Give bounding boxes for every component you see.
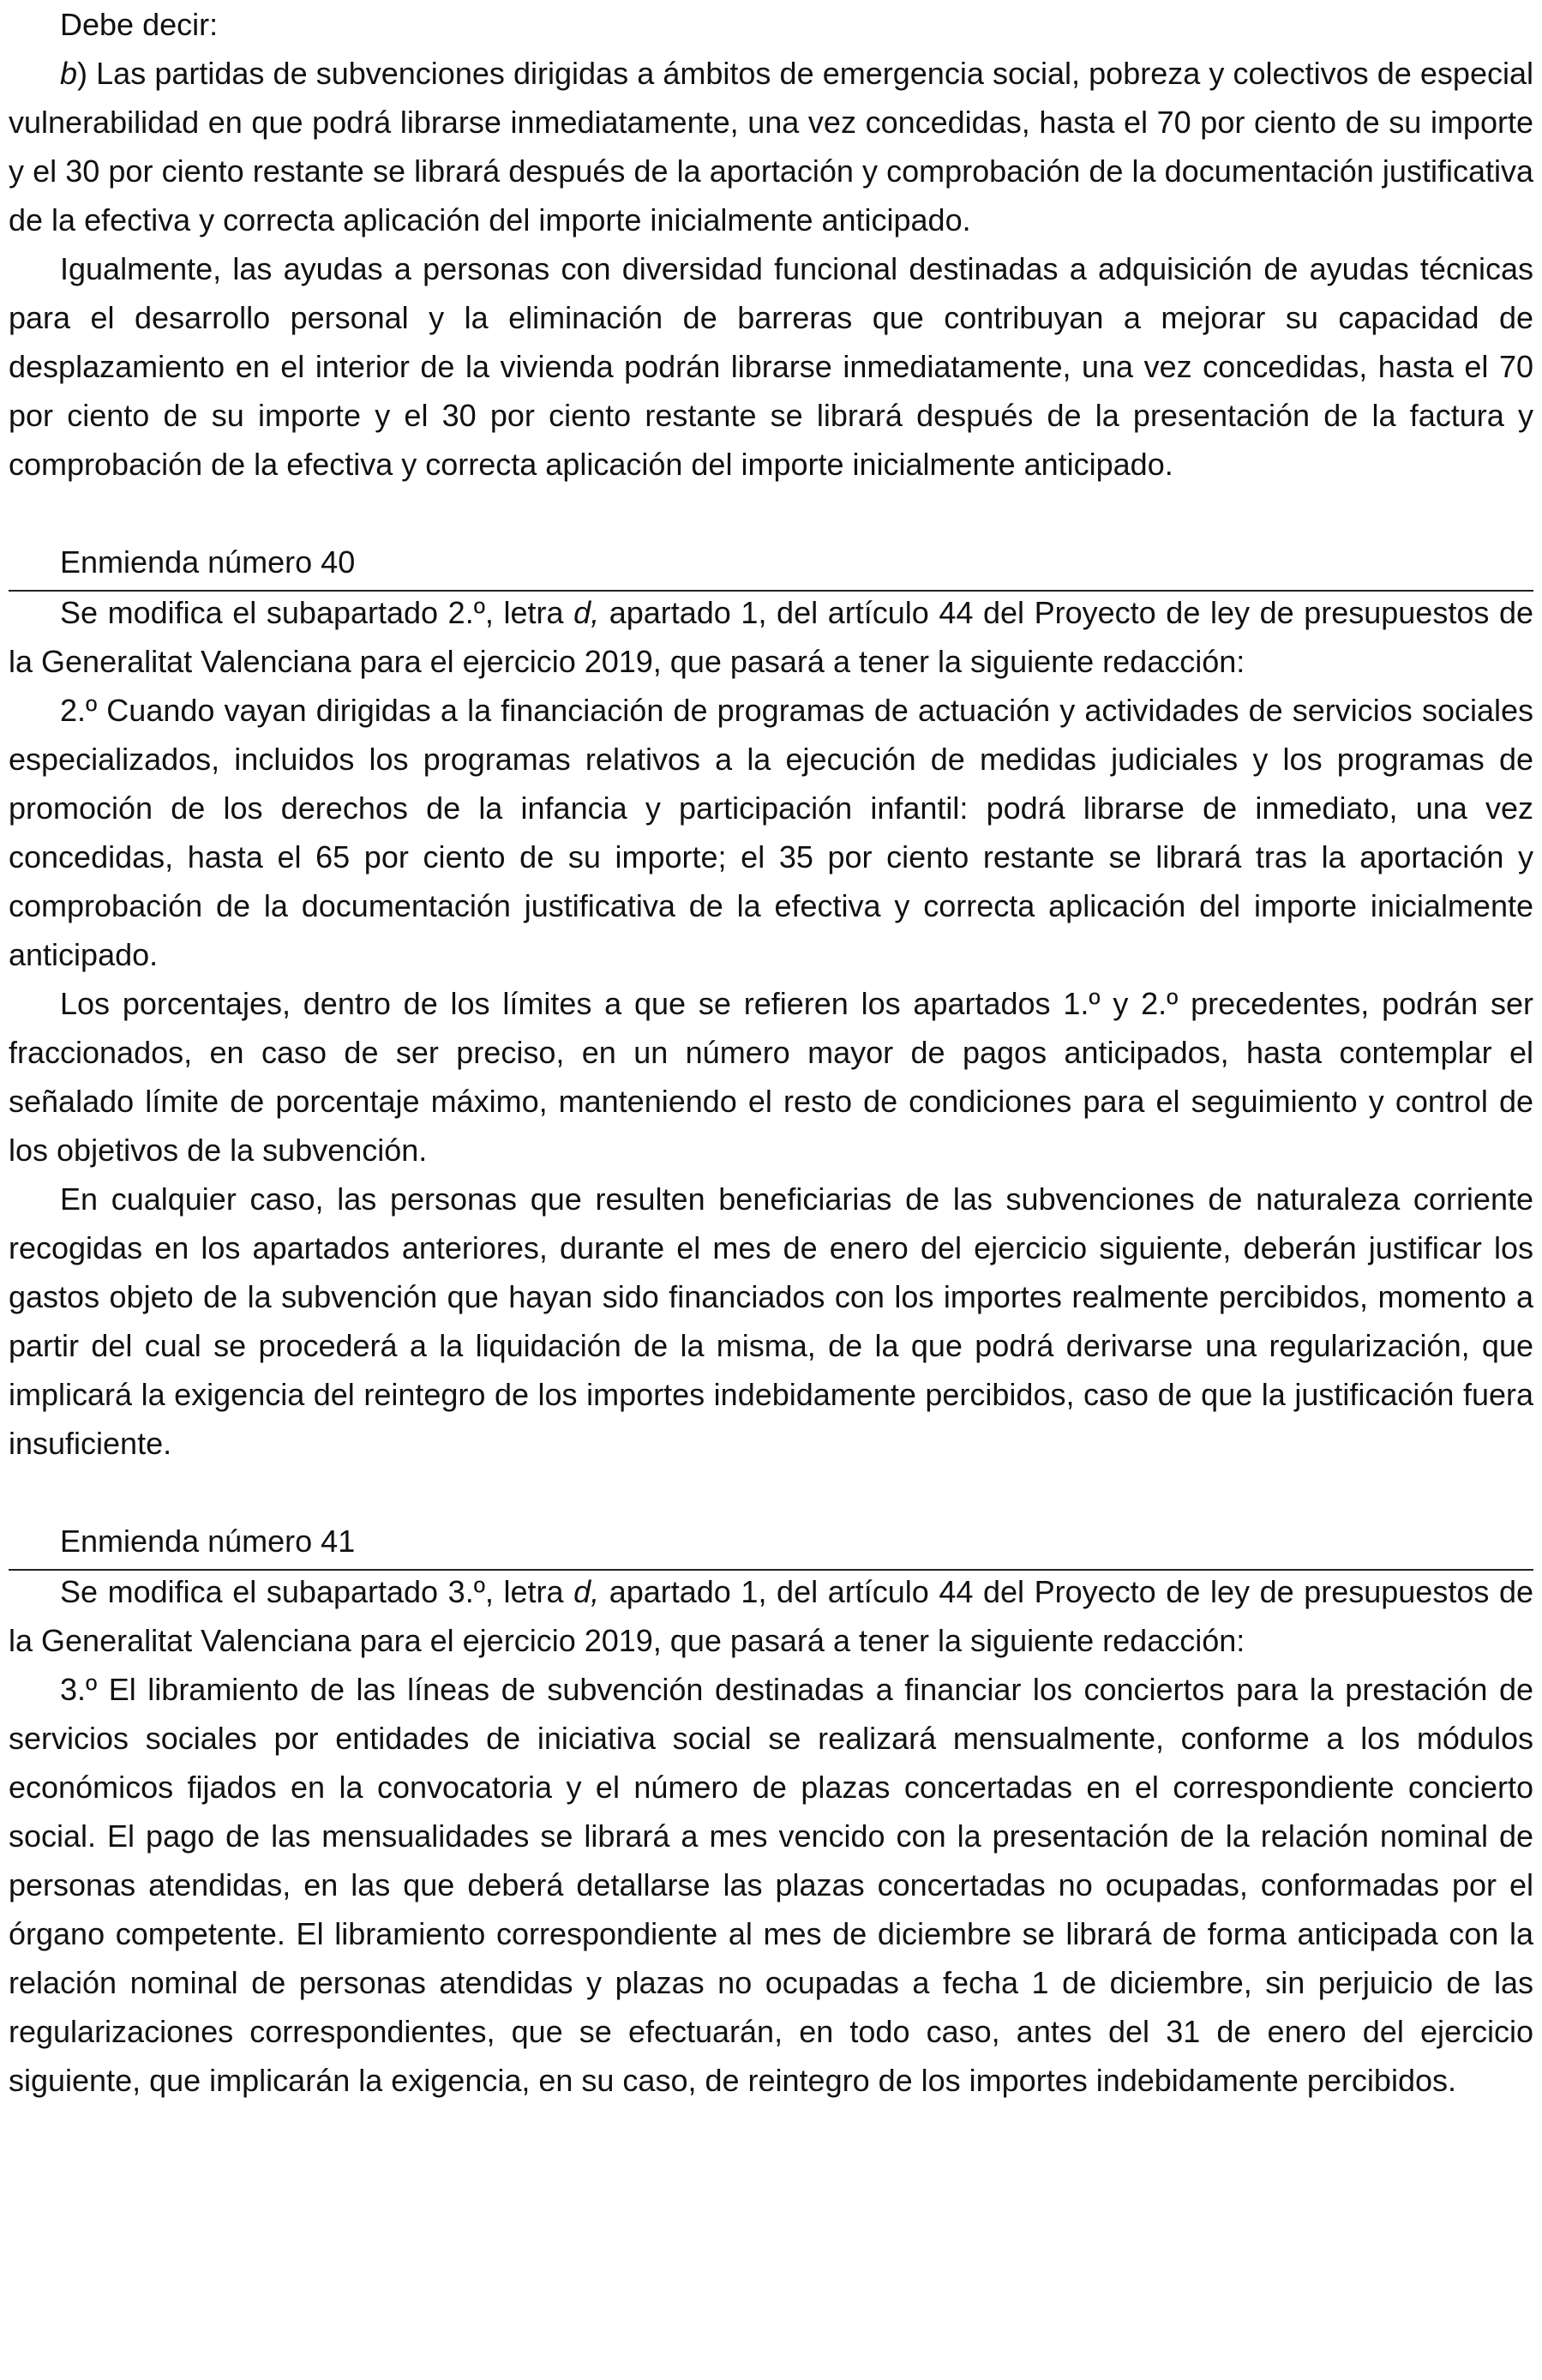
paragraph-b-text: ) Las partidas de subvenciones dirigidas a ámbitos de emergencia social, pobreza y colectivos de especial vulnerabilidad en que podrá librarse inmediatamente, una vez concedidas, hasta el 70 por ciento de su importe y el 30 por ciento restante se librará después de la aportación y comprobación de la documentación justificativa de la efectiva y correcta aplicación del importe inicialmente anticipado. bbox=[9, 56, 1533, 237]
paragraph-igualmente: Igualmente, las ayudas a personas con diversidad funcional destinadas a adquisición de ayudas técnicas para el desarrollo personal y la eliminación de barreras que contribuyan a mejorar su capacidad de desplazamiento en el interior de la vivienda podrán librarse inmediatamente, una vez concedidas, hasta el 70 por ciento de su importe y el 30 por ciento restante se librará después de la presentación de la factura y comprobación de la efectiva y correcta aplicación del importe inicialmente anticipado. bbox=[9, 251, 1533, 482]
paragraph-b bbox=[9, 49, 1533, 244]
enmienda-40-paragraph-1: 2.º Cuando vayan dirigidas a la financiación de programas de actuación y actividades de servicios sociales especializados, incluidos los programas relativos a la ejecución de medidas judiciales y los programas de promoción de los derechos de la infancia y participación infantil: podrá librarse de inmediato, una vez concedidas, hasta el 65 por ciento de su importe; el 35 por ciento restante se librará tras la aportación y comprobación de la documentación justificativa de la efectiva y correcta aplicación del importe inicialmente anticipado. bbox=[9, 693, 1533, 972]
document-body bbox=[9, 0, 1533, 2105]
enmienda-40-paragraph-3: En cualquier caso, las personas que resulten beneficiarias de las subvenciones de naturaleza corriente recogidas en los apartados anteriores, durante el mes de enero del ejercicio siguiente, deberán justificar los gastos objeto de la subvención que hayan sido financiados con los importes realmente percibidos, momento a partir del cual se procederá a la liquidación de la misma, de la que podrá derivarse una regularización, que implicará la exigencia del reintegro de los importes indebidamente percibidos, caso de que la justificación fuera insuficiente. bbox=[9, 1181, 1533, 1461]
enmienda-41-letter: d, bbox=[573, 1574, 600, 1609]
spacer bbox=[9, 489, 1533, 538]
enmienda-41-intro: Se modifica el subapartado 3.º, letra d, apartado 1, del artículo 44 del Proyecto de ley de presupuestos de la Generalitat Valenciana para el ejercicio 2019, que pasará a tener la siguiente redacción: bbox=[9, 1574, 1533, 1658]
enmienda-41-paragraph-1: 3.º El libramiento de las líneas de subvención destinadas a financiar los conciertos para la prestación de servicios sociales por entidades de iniciativa social se realizará mensualmente, conforme a los módulos económicos fijados en la convocatoria y el número de plazas concertadas en el correspondiente concierto social. El pago de las mensualidades se librará a mes vencido con la presentación de la relación nominal de personas atendidas, en las que deberá detallarse las plazas concertadas no ocupadas, conformadas por el órgano competente. El libramiento correspondiente al mes de diciembre se librará de forma anticipada con la relación nominal de personas atendidas y plazas no ocupadas a fecha 1 de diciembre, sin perjuicio de las regularizaciones correspondientes, que se efectuarán, en todo caso, antes del 31 de enero del ejercicio siguiente, que implicarán la exigencia, en su caso, de reintegro de los importes indebidamente percibidos. bbox=[9, 1672, 1533, 2098]
debe-decir-label: Debe decir: bbox=[60, 7, 219, 42]
enmienda-40-paragraph-2: Los porcentajes, dentro de los límites a que se refieren los apartados 1.º y 2.º precedentes, podrán ser fraccionados, en caso de ser preciso, en un número mayor de pagos anticipados, hasta contemplar el señalado límite de porcentaje máximo, manteniendo el resto de condiciones para el seguimiento y control de los objetivos de la subvención. bbox=[9, 986, 1533, 1168]
letter-b: b bbox=[60, 56, 78, 91]
enmienda-41-heading: Enmienda número 41 bbox=[9, 1517, 1533, 1571]
enmienda-40-intro: Se modifica el subapartado 2.º, letra d, apartado 1, del artículo 44 del Proyecto de ley de presupuestos de la Generalitat Valenciana para el ejercicio 2019, que pasará a tener la siguiente redacción: bbox=[9, 595, 1533, 679]
spacer bbox=[9, 1468, 1533, 1517]
enmienda-40-letter: d, bbox=[573, 595, 600, 630]
enmienda-40-heading: Enmienda número 40 bbox=[9, 538, 1533, 592]
